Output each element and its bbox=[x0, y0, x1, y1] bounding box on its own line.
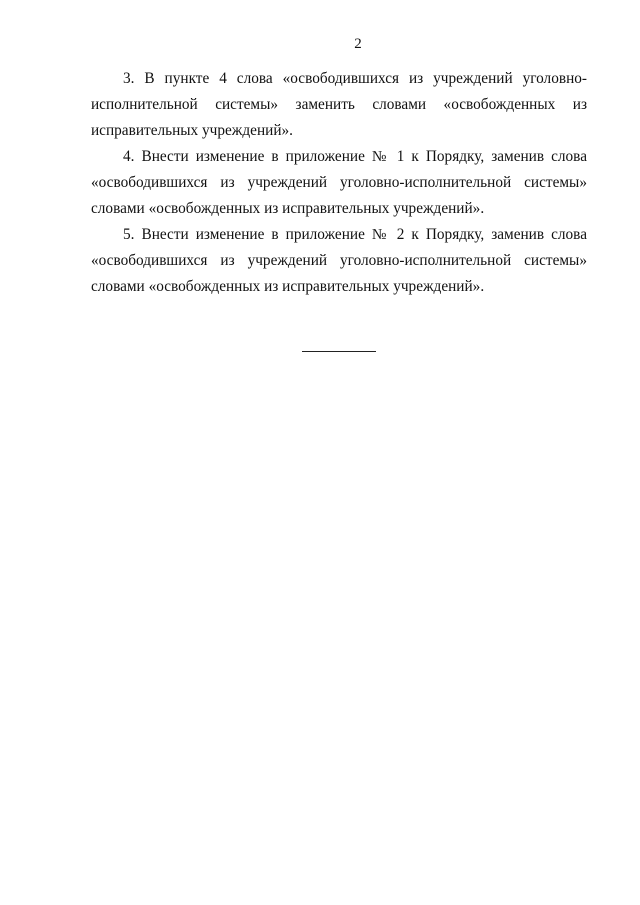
paragraph-line: 4. Внести изменение в приложение № 1 к Порядку, заменив слова bbox=[123, 148, 587, 165]
paragraph-3 bbox=[91, 66, 587, 144]
document-body bbox=[91, 66, 587, 300]
paragraph-line: «освободившихся из учреждений уголовно-исполнительной системы» bbox=[91, 252, 587, 269]
end-separator-line bbox=[302, 351, 376, 352]
paragraph-line: 5. Внести изменение в приложение № 2 к Порядку, заменив слова bbox=[123, 226, 587, 243]
paragraph-line: «освободившихся из учреждений уголовно-исполнительной системы» bbox=[91, 174, 587, 191]
paragraph-line: 3. В пункте 4 слова «освободившихся из учреждений уголовно- bbox=[123, 70, 587, 87]
paragraph-5 bbox=[91, 222, 587, 300]
paragraph-4 bbox=[91, 144, 587, 222]
paragraph-line: исправительных учреждений». bbox=[91, 122, 293, 139]
paragraph-line: словами «освобожденных из исправительных учреждений». bbox=[91, 278, 485, 295]
paragraph-line: исполнительной системы» заменить словами «освобожденных из bbox=[91, 96, 587, 113]
page-number: 2 bbox=[354, 36, 362, 52]
paragraph-line: словами «освобожденных из исправительных учреждений». bbox=[91, 200, 485, 217]
